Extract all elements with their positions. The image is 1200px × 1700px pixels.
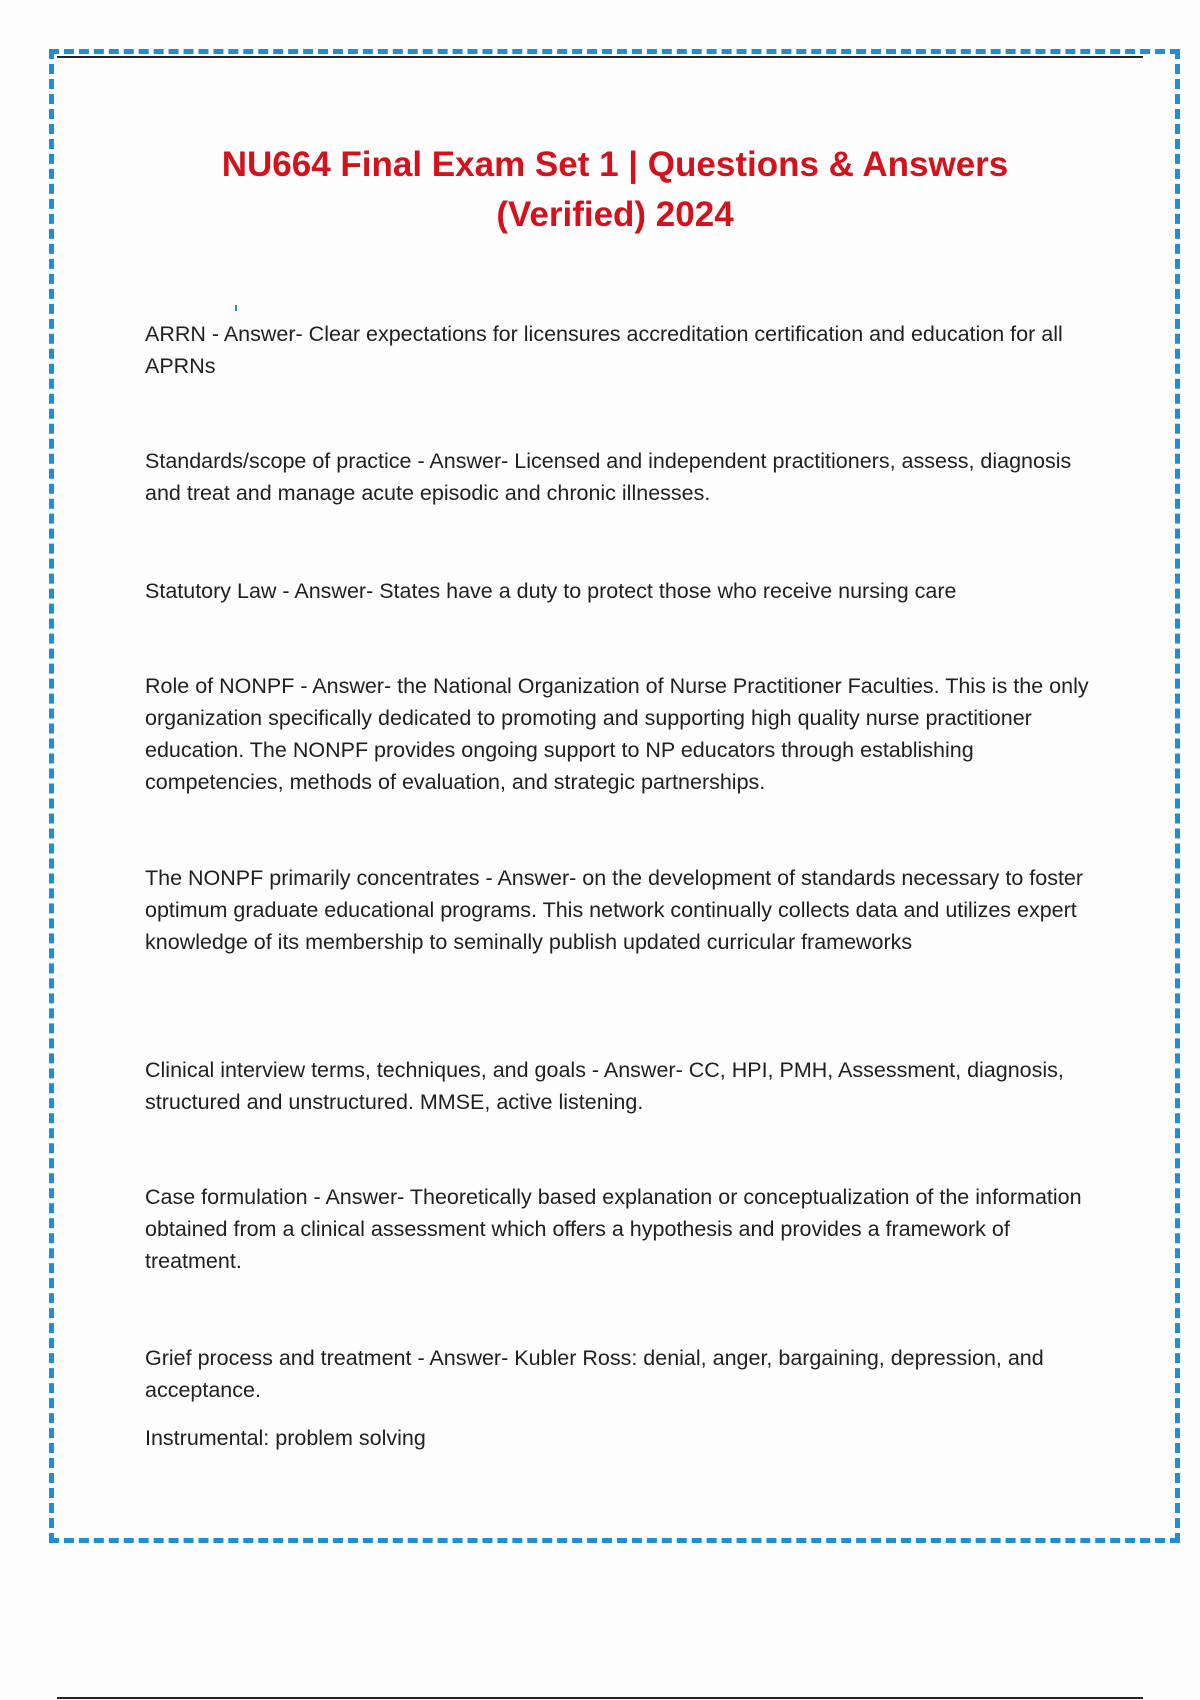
top-rule <box>57 56 1143 58</box>
qa-entry: Grief process and treatment - Answer- Kubler Ross: denial, anger, bargaining, depression, and acceptance. <box>145 1346 1044 1402</box>
qa-entry: Statutory Law - Answer- States have a duty to protect those who receive nursing care <box>145 579 957 603</box>
bottom-rule <box>57 1697 1143 1699</box>
decorative-mark <box>235 305 237 311</box>
qa-entry: ARRN - Answer- Clear expectations for licensures accreditation certification and education for all APRNs <box>145 322 1063 378</box>
qa-entry: The NONPF primarily concentrates - Answer- on the development of standards necessary to foster optimum graduate educational programs. This network continually collects data and utilizes expert knowledge of its membership to seminally publish updated curricular frameworks <box>145 866 1084 954</box>
document-title <box>150 140 1080 240</box>
qa-entry: Standards/scope of practice - Answer- Licensed and independent practitioners, assess, diagnosis and treat and manage acute episodic and chronic illnesses. <box>145 449 1072 505</box>
qa-entry: Role of NONPF - Answer- the National Organization of Nurse Practitioner Faculties. This is the only organization specifically dedicated to promoting and supporting high quality nurse practitioner education. The NONPF provides ongoing support to NP educators through establishing competencies, methods of evaluation, and strategic partnerships. <box>145 674 1089 794</box>
qa-entry: Clinical interview terms, techniques, and goals - Answer- CC, HPI, PMH, Assessment, diagnosis, structured and unstructured. MMSE, active listening. <box>145 1058 1064 1114</box>
title-line-2: (Verified) 2024 <box>496 195 734 234</box>
title-line-1: NU664 Final Exam Set 1 | Questions & Answers <box>221 145 1009 184</box>
qa-entry: Case formulation - Answer- Theoretically based explanation or conceptualization of the information obtained from a clinical assessment which offers a hypothesis and provides a framework of treatment. <box>145 1185 1082 1273</box>
qa-entry: Instrumental: problem solving <box>145 1426 426 1450</box>
